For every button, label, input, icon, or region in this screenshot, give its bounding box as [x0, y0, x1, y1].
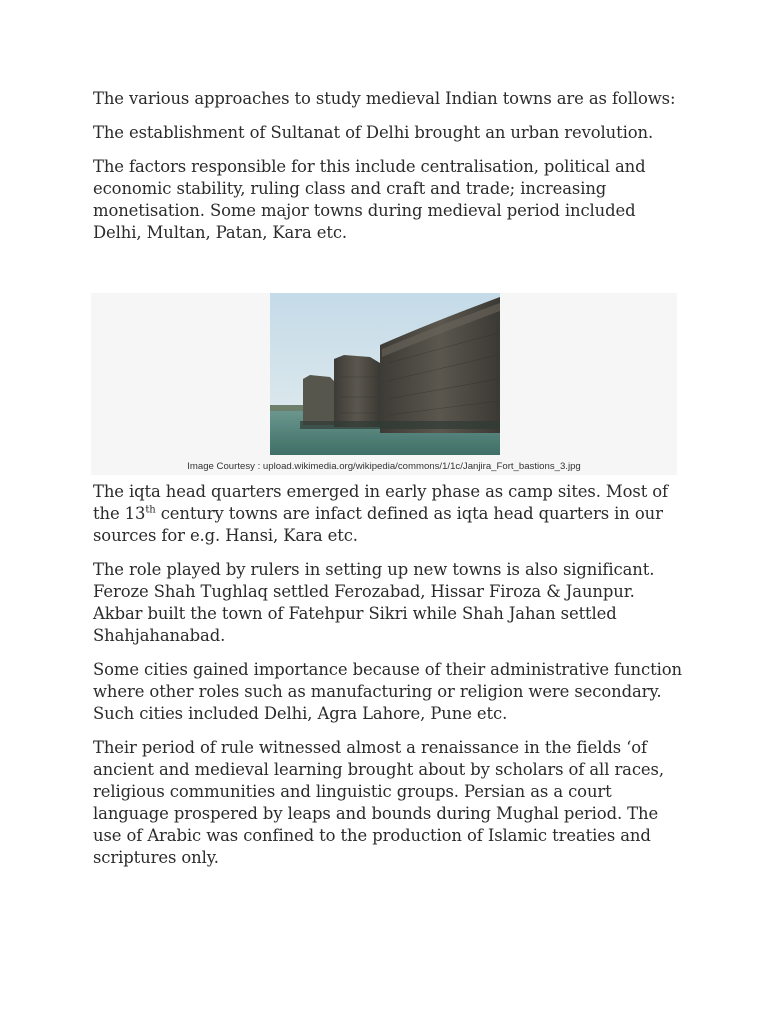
- paragraph-administrative: Some cities gained importance because of their administrative function where other roles such as manufacturing or religion were secondary. Such cities included Delhi, Agra Lahore, Pune etc.: [93, 660, 682, 723]
- paragraph-renaissance: Their period of rule witnessed almost a renaissance in the fields ‘of ancient and medieval learning brought about by scholars of all races, religious communities and linguistic groups. Persian as a court language prospered by leaps and bounds during Mughal period. The use of Arabic was confined to the production of Islamic treaties and scriptures only.: [93, 738, 664, 867]
- paragraph-iqta-start: The iqta head quarters emerged in early phase as camp sites. Most of the 13: [93, 482, 669, 523]
- paragraph-sultanat: The establishment of Sultanat of Delhi brought an urban revolution.: [93, 123, 654, 142]
- document-body-continued: [93, 481, 683, 881]
- paragraph-rulers: The role played by rulers in setting up new towns is also significant. Feroze Shah Tughlaq settled Ferozabad, Hissar Firoza & Jaunpur. Akbar built the town of Fatehpur Sikri while Shah Jahan settled Shahjahanabad.: [93, 560, 655, 645]
- paragraph-intro: The various approaches to study medieval Indian towns are as follows:: [93, 89, 676, 108]
- fort-photo: [270, 293, 500, 455]
- figure: [91, 293, 677, 475]
- image-caption: Image Courtesy : upload.wikimedia.org/wikipedia/commons/1/1c/Janjira_Fort_bastions_3.jpg: [187, 461, 581, 472]
- paragraph-iqta-end: century towns are infact defined as iqta head quarters in our sources for e.g. Hansi, Kara etc.: [93, 504, 663, 545]
- paragraph-factors: The factors responsible for this include centralisation, political and economic stability, ruling class and craft and trade; increasing monetisation. Some major towns during medieval period included Delhi, Multan, Patan, Kara etc.: [93, 157, 646, 242]
- paragraph-iqta: [93, 481, 683, 547]
- ordinal-suffix: th: [145, 504, 156, 516]
- document-body: [93, 88, 683, 256]
